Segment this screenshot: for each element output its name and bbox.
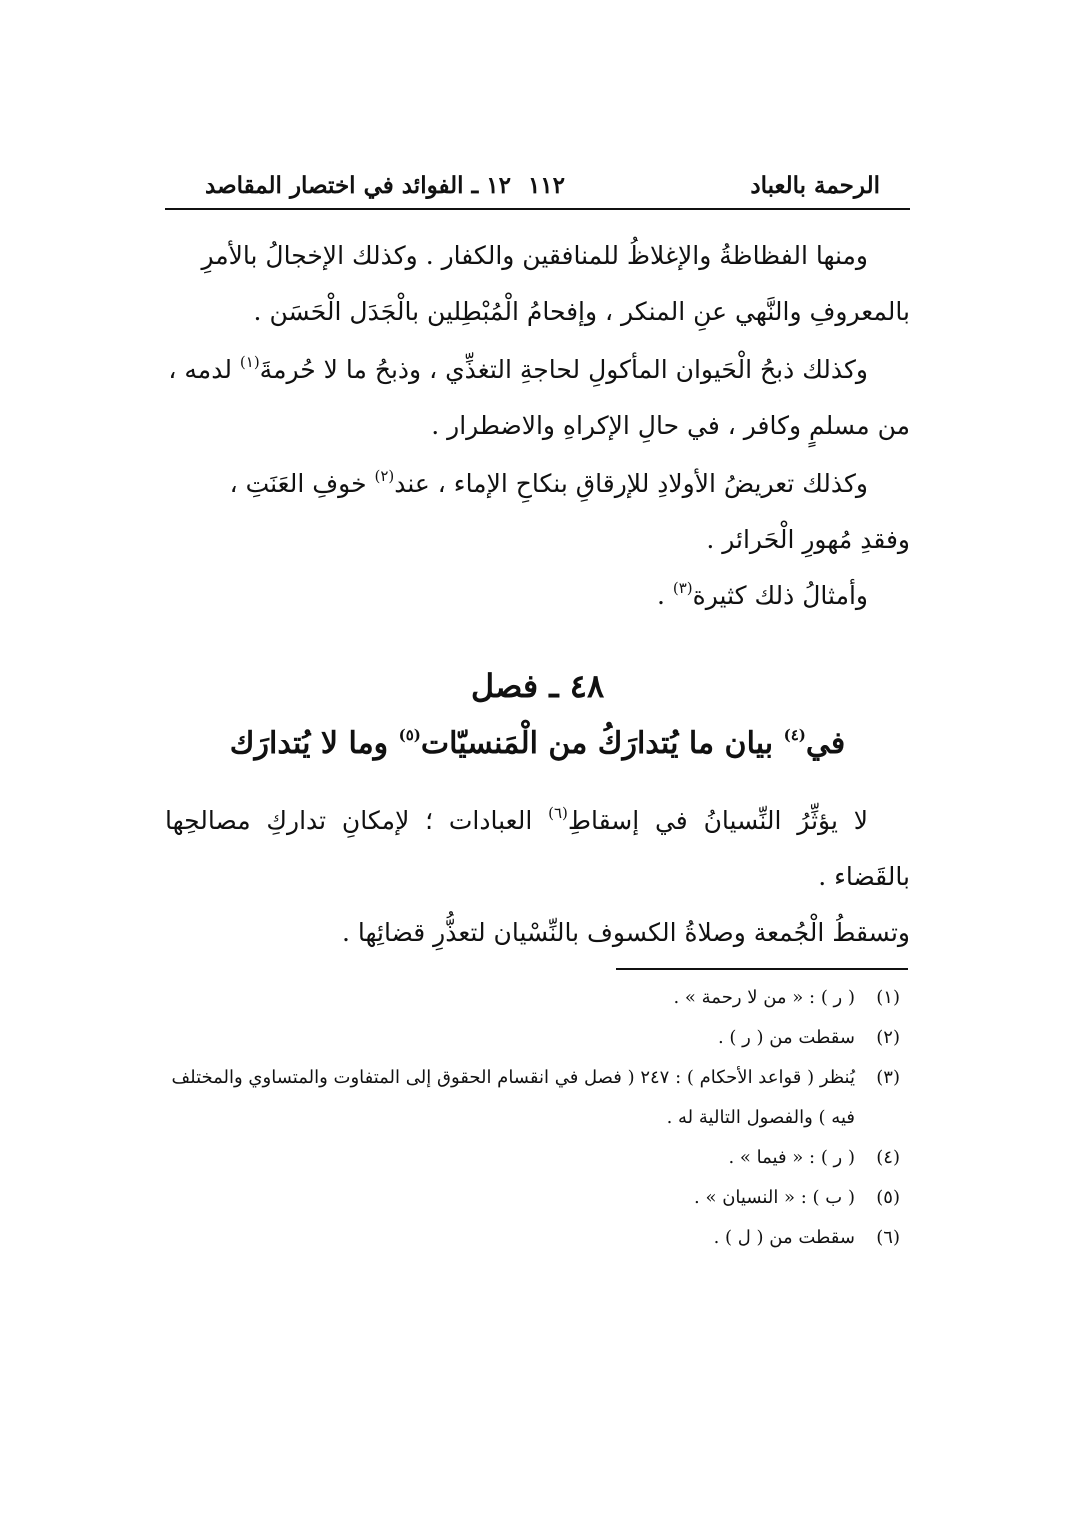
paragraph-line	[165, 793, 910, 905]
footnote-text: ( ر ) : « من لا رحمة » .	[673, 987, 855, 1008]
text-run: في	[805, 726, 846, 761]
paragraph-4	[165, 568, 910, 624]
book-title: الرحمة بالعباد	[750, 172, 880, 199]
footnote	[165, 1178, 900, 1218]
text-run: وكذلك تعريضُ الأولادِ للإرقاقِ بنكاحِ الإماء ، عند	[394, 469, 868, 498]
footnote-ref[interactable]: (١)	[239, 352, 260, 371]
text-run: لا يؤثِّرُ النِّسيانُ في إسقاطِ	[567, 806, 868, 835]
chapter-title: ١٢ ـ الفوائد في اختصار المقاصد	[205, 172, 511, 199]
footnote-text: ( ب ) : « النسيان » .	[694, 1187, 855, 1208]
footnote-number: (٣)	[876, 1067, 900, 1088]
paragraph-line: من مسلمٍ وكافر ، في حالِ الإكراهِ والاضطرار .	[431, 411, 910, 440]
paragraph-line: ومنها الفظاظةُ والإغلاظُ للمنافقين والكفار . وكذلك الإخجالُ بالأمرِ	[201, 241, 868, 270]
footnote-number: (٥)	[876, 1187, 900, 1208]
footnote-ref[interactable]: (٥)	[398, 726, 421, 744]
footnote-ref[interactable]: (٦)	[548, 803, 568, 822]
paragraph-line: وفقدِ مُهورِ الْحَرائر .	[706, 525, 910, 554]
footnote-ref[interactable]: (٣)	[672, 578, 693, 597]
footnote	[165, 1018, 900, 1058]
text-run: لدمه ،	[168, 355, 240, 384]
footnote-text: سقطت من ( ل ) .	[713, 1227, 855, 1248]
text-run: خوفِ العَنَتِ ،	[229, 469, 375, 498]
paragraph-line: وتسقطُ الْجُمعة وصلاةُ الكسوف بالنِّسْيان لتعذُّرِ قضائِها .	[341, 918, 910, 947]
footnote-number: (٢)	[876, 1027, 900, 1048]
section-body	[165, 793, 910, 961]
page-number: ١١٢	[527, 172, 565, 199]
footnote-number: (٦)	[876, 1227, 900, 1248]
paragraph-line: بالمعروفِ والنَّهي عنِ المنكر ، وإفحامُ الْمُبْطِلين بالْجَدَل الْحَسَن .	[253, 297, 910, 326]
text-run: .	[656, 581, 673, 610]
paragraph-3	[165, 456, 910, 568]
footnotes	[165, 978, 900, 1258]
footnote-ref[interactable]: (٤)	[783, 726, 806, 744]
text-run: العبادات ؛ لإمكانِ تداركِ مصالحِها بالقَضاء .	[165, 806, 910, 891]
section-title: ٤٨ ـ فصل	[470, 667, 605, 705]
text-run: وما لا يُتدارَك	[229, 726, 399, 761]
footnote	[165, 1058, 900, 1138]
footnote-text: ( ر ) : « فيما » .	[728, 1147, 855, 1168]
footnote-number: (١)	[876, 987, 900, 1008]
running-header	[165, 168, 910, 210]
footnote	[165, 978, 900, 1018]
paragraph-2	[165, 342, 910, 454]
footnote	[165, 1218, 900, 1258]
footnote-ref[interactable]: (٢)	[374, 466, 395, 485]
paragraph-1	[165, 228, 910, 340]
text-run: وأمثالُ ذلك كثيرة	[692, 581, 868, 610]
footnote	[165, 1138, 900, 1178]
paragraph-line	[165, 456, 910, 512]
footnote-number: (٤)	[876, 1147, 900, 1168]
text-run: بيان ما يُتدارَكُ من الْمَنسيّات	[420, 726, 784, 761]
footnote-text: يُنظر ( قواعد الأحكام ) : ٢٤٧ ( فصل في انقسام الحقوق إلى المتفاوت والمتساوي والمختلف فيه ) والفصول التالية له .	[171, 1067, 855, 1128]
section-subtitle	[165, 726, 910, 761]
paragraph-line	[165, 342, 910, 398]
footnote-text: سقطت من ( ر ) .	[717, 1027, 855, 1048]
footnote-divider	[616, 968, 908, 970]
text-run: وكذلك ذبحُ الْحَيوان المأكولِ لحاجةِ التغذِّي ، وذبحُ ما لا حُرمةَ	[259, 355, 868, 384]
